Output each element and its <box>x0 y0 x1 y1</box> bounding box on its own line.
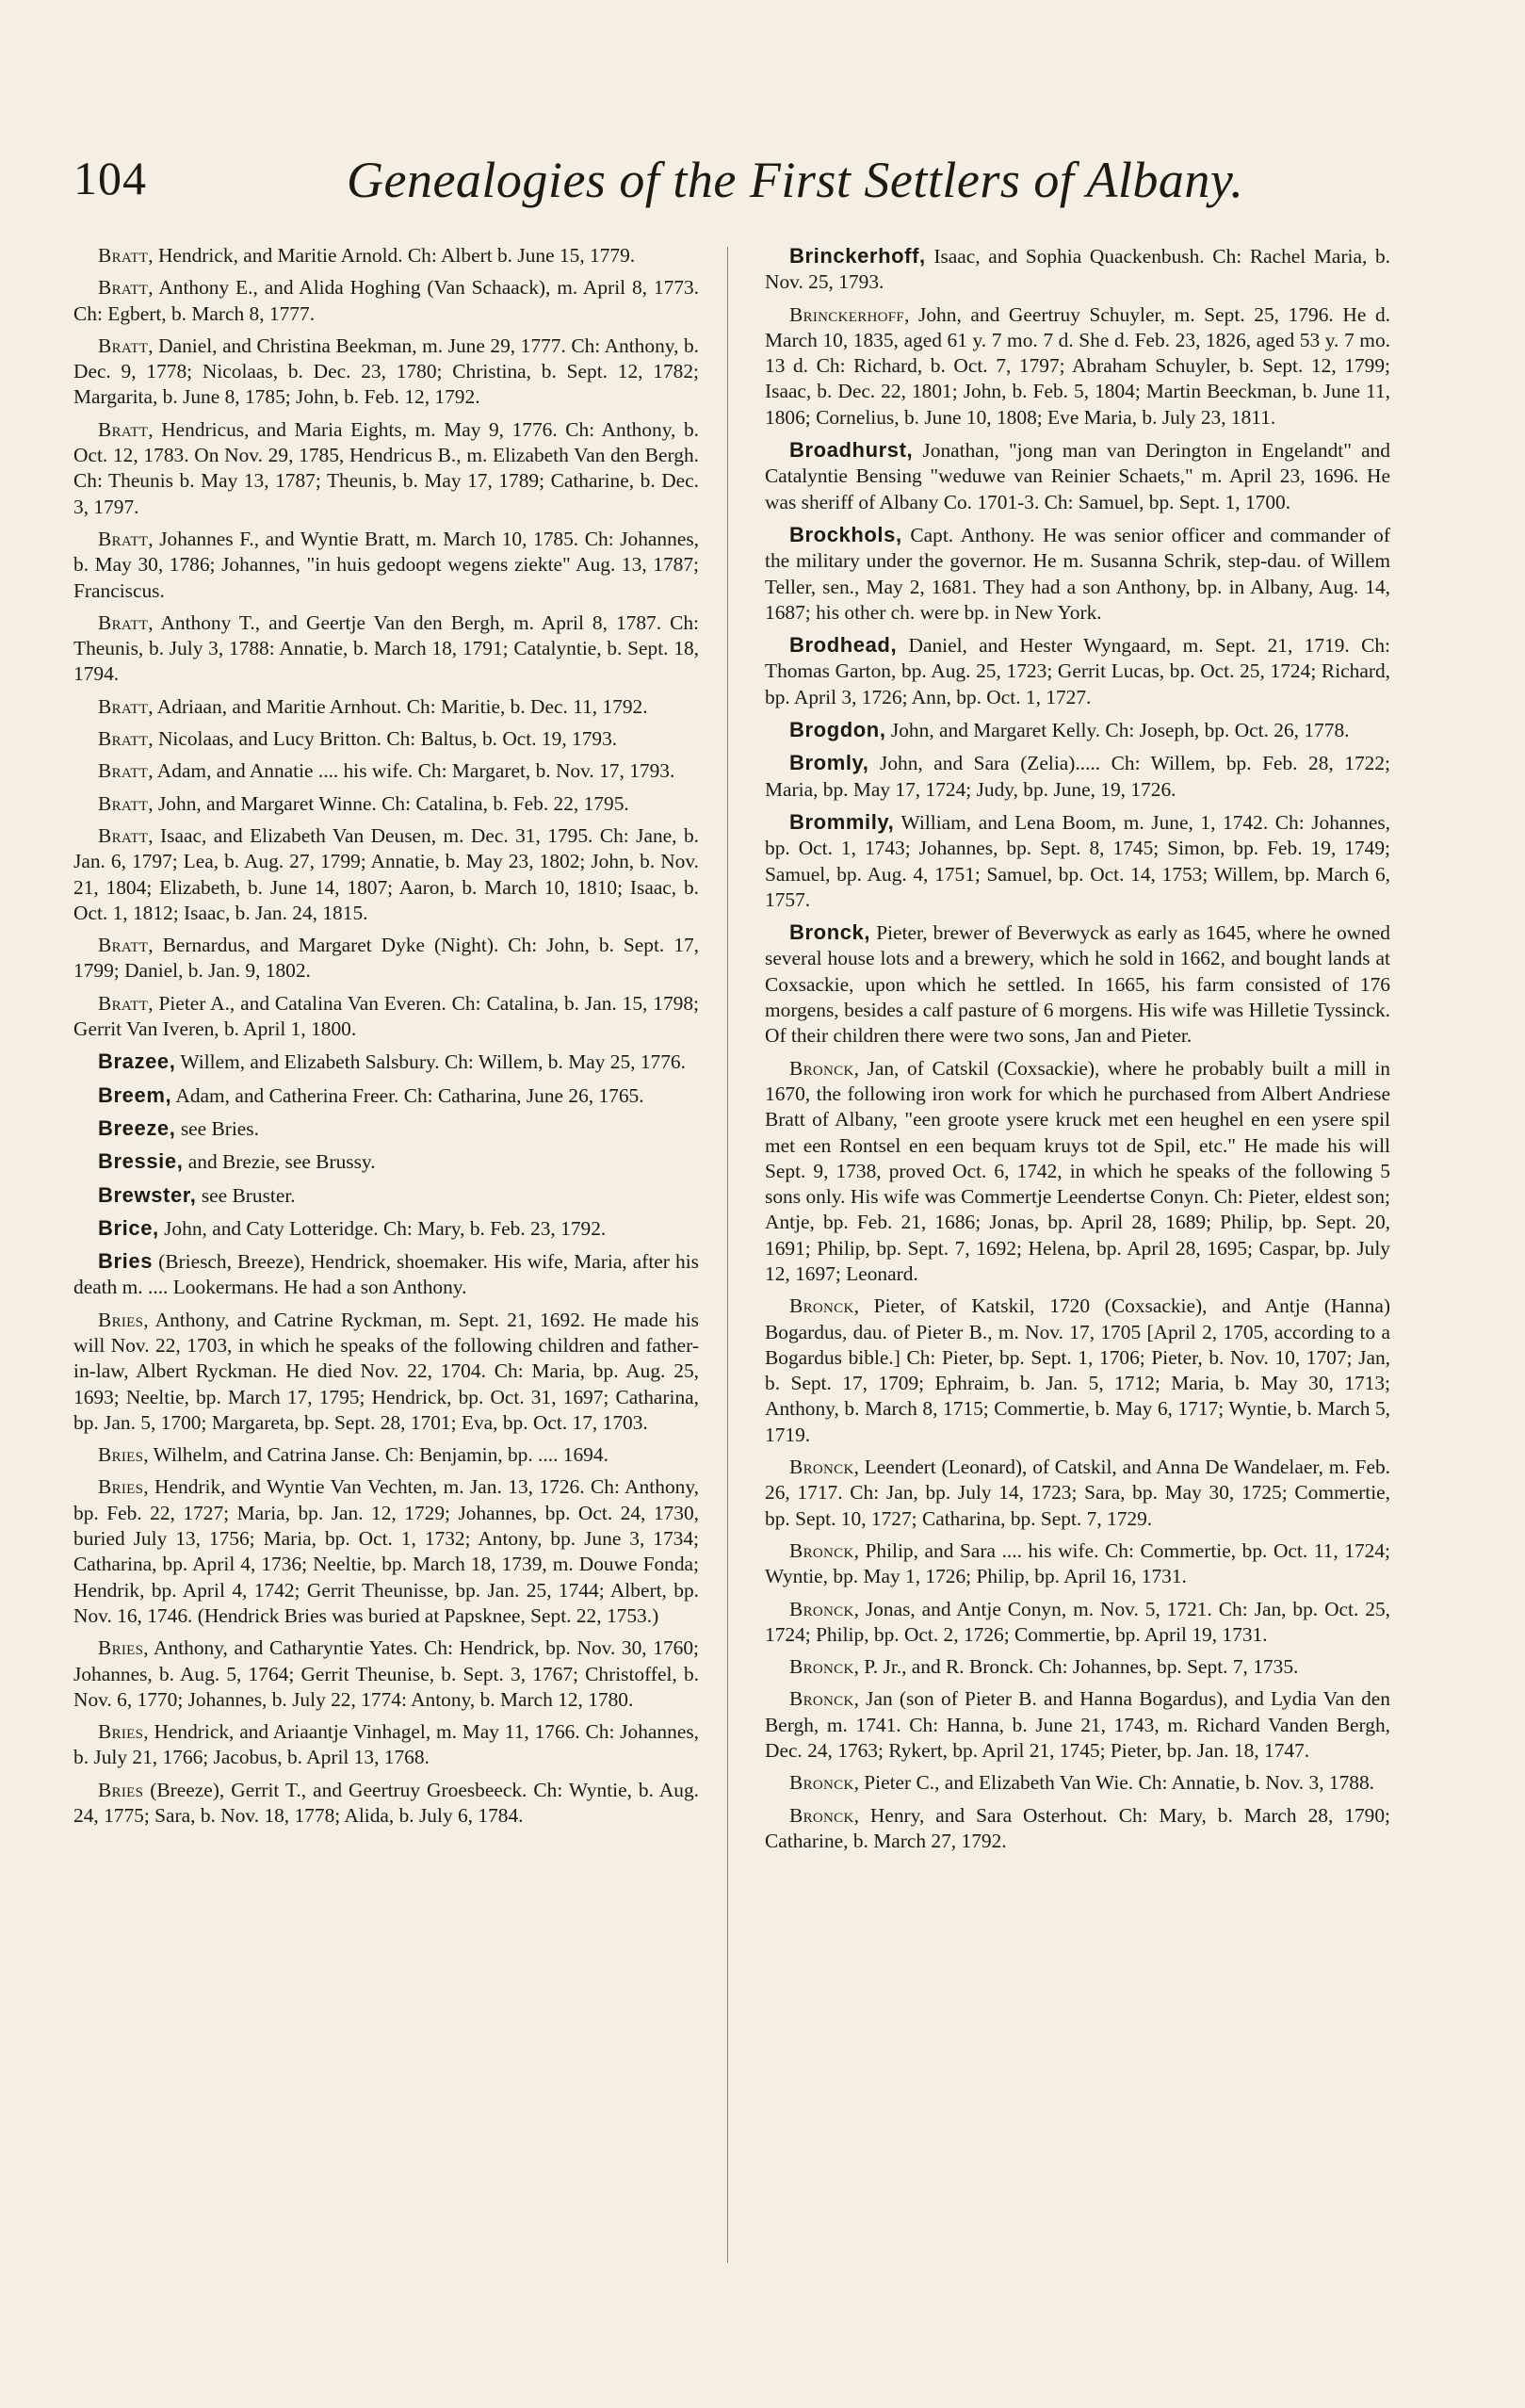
entry-surname: Bronck <box>789 1687 854 1711</box>
genealogy-entry <box>73 791 699 817</box>
entry-text: , Adriaan, and Maritie Arnhout. Ch: Maritie, b. Dec. 11, 1792. <box>148 694 648 718</box>
entry-text: , Hendrick, and Ariaantje Vinhagel, m. May 11, 1766. Ch: Johannes, b. July 21, 1766; Jacobus, b. April 13, 1768. <box>73 1720 699 1769</box>
entry-text: , P. Jr., and R. Bronck. Ch: Johannes, bp. Sept. 7, 1735. <box>853 1655 1299 1679</box>
entry-surname: Bronck, <box>789 920 871 945</box>
entry-surname: Bratt <box>98 727 149 751</box>
entry-text: , John, and Geertruy Schuyler, m. Sept. 25, 1796. He d. March 10, 1835, aged 61 y. 7 mo. 7 d. She d. Feb. 23, 1826, aged 53 y. 7 mo. 13 d. Ch: Richard, b. Oct. 7, 1797; Abraham Schuyler, b. Sept. 12, 1799; Isaac, b. Dec. 22, 1801; John, b. Feb. 5, 1804; Martin Beeckman, b. June 11, 1806; Cornelius, b. June 10, 1808; Eve Maria, b. July 23, 1811. <box>765 302 1390 429</box>
genealogy-entry <box>73 275 699 327</box>
entry-text: , Jonas, and Antje Conyn, m. Nov. 5, 1721. Ch: Jan, bp. Oct. 25, 1724; Philip, bp. Oct. 2, 1726; Commertie, bp. April 19, 1731. <box>765 1597 1390 1646</box>
entry-text: , John, and Margaret Winne. Ch: Catalina, b. Feb. 22, 1795. <box>148 791 629 815</box>
genealogy-entry <box>73 1308 699 1436</box>
genealogy-entry <box>765 1770 1390 1796</box>
entry-text: , Pieter C., and Elizabeth Van Wie. Ch: Annatie, b. Nov. 3, 1788. <box>853 1771 1375 1795</box>
entry-text: Daniel, and Hester Wyngaard, m. Sept. 21, 1719. Ch: Thomas Garton, bp. Aug. 25, 1723; Gerrit Lucas, bp. Oct. 25, 1724; Richard, bp. April 3, 1726; Ann, bp. Oct. 1, 1727. <box>765 634 1390 708</box>
genealogy-entry <box>765 1803 1390 1855</box>
entry-text: , Hendricus, and Maria Eights, m. May 9, 1776. Ch: Anthony, b. Oct. 12, 1783. On Nov. 29, 1785, Hendricus B., m. Elizabeth Van den Bergh. Ch: Theunis b. May 13, 1787; Theunis, b. May 17, 1789; Catharine, b. Dec. 3, 1797. <box>73 417 699 518</box>
entry-text: , Pieter, of Katskil, 1720 (Coxsackie), and Antje (Hanna) Bogardus, dau. of Pieter B., m. Nov. 17, 1705 [April 2, 1705, according to a Bogardus bible.] Ch: Pieter, bp. Sept. 1, 1706; Pieter, b. Nov. 10, 1707; Jan, b. Sept. 17, 1709; Ephraim, b. Jan. 5, 1712; Maria, b. May 30, 1713; Anthony, b. March 8, 1715; Commertie, b. May 6, 1717; Wyntie, b. March 5, 1719. <box>765 1294 1390 1446</box>
entry-text: see Bruster. <box>196 1183 296 1207</box>
entry-surname: Bries <box>98 1443 144 1467</box>
entry-surname: Bries <box>98 1308 144 1331</box>
entry-surname: Brommily, <box>789 809 895 834</box>
entry-surname: Bries <box>98 1636 144 1660</box>
entry-surname: Bries <box>98 1778 144 1801</box>
genealogy-entry <box>765 1293 1390 1448</box>
entry-text: , Hendrick, and Maritie Arnold. Ch: Albert b. June 15, 1779. <box>148 244 636 267</box>
entry-surname: Bratt <box>98 527 149 550</box>
right-column <box>765 243 1390 2278</box>
entry-text: , Jan (son of Pieter B. and Hanna Bogardus), and Lydia Van den Bergh, m. 1741. Ch: Hanna, b. June 21, 1743, m. Richard Vanden Bergh, Dec. 24, 1763; Rykert, bp. April 21, 1745; Pieter, bp. Jan. 18, 1747. <box>765 1687 1390 1763</box>
genealogy-entry <box>73 1082 699 1109</box>
entry-surname: Bries <box>98 1249 154 1274</box>
genealogy-entry <box>765 632 1390 710</box>
entry-surname: Brewster, <box>98 1182 197 1207</box>
genealogy-entry <box>765 1538 1390 1590</box>
genealogy-entry <box>765 809 1390 913</box>
entry-surname: Bries <box>98 1720 144 1744</box>
entry-text: , Philip, and Sara .... his wife. Ch: Commertie, bp. Oct. 11, 1724; Wyntie, bp. May 1, 1726; Philip, bp. April 16, 1731. <box>765 1538 1390 1588</box>
entry-text: , Adam, and Annatie .... his wife. Ch: Margaret, b. Nov. 17, 1793. <box>148 759 675 783</box>
entry-surname: Bronck <box>789 1803 854 1827</box>
entry-text: , Leendert (Leonard), of Catskil, and Anna De Wandelaer, m. Feb. 26, 1717. Ch: Jan, bp. July 14, 1723; Sara, bp. May 30, 1725; Commertie, bp. Sept. 10, 1727; Catharina, bp. Sept. 7, 1729. <box>765 1456 1390 1530</box>
entry-text: , Pieter A., and Catalina Van Everen. Ch: Catalina, b. Jan. 15, 1798; Gerrit Van Iveren, b. April 1, 1800. <box>73 991 699 1041</box>
genealogy-entry <box>73 1635 699 1713</box>
entry-surname: Breeze, <box>98 1115 176 1140</box>
entry-text: Jonathan, "jong man van Derington in Engelandt" and Catalyntie Bensing "weduwe van Reinier Schaets," m. April 23, 1696. He was sheriff of Albany Co. 1701-3. Ch: Samuel, bp. Sept. 1, 1700. <box>765 439 1390 513</box>
entry-surname: Bratt <box>98 991 149 1015</box>
entry-text: , Nicolaas, and Lucy Britton. Ch: Baltus, b. Oct. 19, 1793. <box>148 727 618 751</box>
entry-text: , Daniel, and Christina Beekman, m. June 29, 1777. Ch: Anthony, b. Dec. 9, 1778; Nicolaas, b. Dec. 23, 1780; Christina, b. Sept. 12, 1782; Margarita, b. June 8, 1785; John, b. Feb. 12, 1792. <box>73 334 699 409</box>
entry-text: John, and Caty Lotteridge. Ch: Mary, b. Feb. 23, 1792. <box>158 1216 607 1240</box>
genealogy-entry <box>73 1719 699 1771</box>
entry-text: William, and Lena Boom, m. June, 1, 1742. Ch: Johannes, bp. Oct. 1, 1743; Johannes, bp. Sept. 8, 1745; Simon, bp. Feb. 19, 1749; Samuel, bp. Aug. 4, 1751; Samuel, bp. Oct. 14, 1753; Willem, bp. March 6, 1757. <box>765 810 1390 911</box>
entry-surname: Brodhead, <box>789 633 898 658</box>
genealogy-entry <box>73 1115 699 1142</box>
entry-surname: Bratt <box>98 759 149 783</box>
genealogy-entry <box>765 1597 1390 1649</box>
genealogy-entry <box>73 334 699 411</box>
genealogy-entry <box>73 610 699 688</box>
entry-surname: Bratt <box>98 244 149 267</box>
genealogy-entry <box>73 527 699 604</box>
entry-surname: Bressie, <box>98 1149 184 1174</box>
entry-surname: Bratt <box>98 334 149 357</box>
entry-surname: Bratt <box>98 934 149 957</box>
genealogy-entry <box>73 1474 699 1629</box>
genealogy-entry <box>73 726 699 752</box>
entry-text: and Brezie, see Brussy. <box>183 1150 376 1174</box>
entry-text: John, and Margaret Kelly. Ch: Joseph, bp. Oct. 26, 1778. <box>885 719 1350 742</box>
genealogy-entry <box>765 919 1390 1049</box>
genealogy-entry <box>73 991 699 1043</box>
entry-text: (Briesch, Breeze), Hendrick, shoemaker. His wife, Maria, after his death m. .... Lookermans. He had a son Anthony. <box>73 1250 699 1299</box>
entry-surname: Brazee, <box>98 1049 176 1074</box>
entry-surname: Bratt <box>98 694 149 718</box>
entry-text: , Johannes F., and Wyntie Bratt, m. March 10, 1785. Ch: Johannes, b. May 30, 1786; Johannes, "in huis gedoopt wegens ziekte" Aug. 13, 1787; Franciscus. <box>73 527 699 602</box>
left-column <box>73 243 699 2278</box>
entry-surname: Bronck <box>789 1771 854 1795</box>
genealogy-entry <box>73 243 699 268</box>
genealogy-entry <box>73 1049 699 1075</box>
entry-surname: Bronck <box>789 1538 854 1562</box>
genealogy-entry <box>73 1778 699 1830</box>
entry-surname: Broadhurst, <box>789 438 914 463</box>
entry-text: (Breeze), Gerrit T., and Geertruy Groesbeeck. Ch: Wyntie, b. Aug. 24, 1775; Sara, b. Nov. 18, 1778; Alida, b. July 6, 1784. <box>73 1778 699 1828</box>
entry-text: , Isaac, and Elizabeth Van Deusen, m. Dec. 31, 1795. Ch: Jane, b. Jan. 6, 1797; Lea, b. Aug. 27, 1799; Annatie, b. May 23, 1802; John, b. Nov. 21, 1804; Elizabeth, b. June 14, 1807; Aaron, b. March 10, 1810; Isaac, b. Oct. 1, 1812; Isaac, b. Jan. 24, 1815. <box>73 823 699 924</box>
entry-surname: Brogdon, <box>789 718 886 742</box>
entry-text: John, and Sara (Zelia)..... Ch: Willem, bp. Feb. 28, 1722; Maria, bp. May 17, 1724; Judy, bp. June, 19, 1726. <box>765 752 1390 801</box>
entry-surname: Bronck <box>789 1056 854 1080</box>
entry-surname: Breem, <box>98 1082 172 1107</box>
genealogy-entry <box>73 1442 699 1468</box>
entry-surname: Bronck <box>789 1597 854 1620</box>
entry-surname: Brinckerhoff, <box>789 244 926 268</box>
page-header <box>73 151 1355 226</box>
entry-surname: Bratt <box>98 610 149 634</box>
genealogy-entry <box>765 1654 1390 1680</box>
entry-text: , Anthony T., and Geertje Van den Bergh, m. April 8, 1787. Ch: Theunis, b. July 3, 1788: Annatie, b. March 18, 1791; Catalyntie, b. Sept. 18, 1794. <box>73 610 699 686</box>
entry-text: , Anthony, and Catrine Ryckman, m. Sept. 21, 1692. He made his will Nov. 22, 1703, in which he speaks of the following children and father-in-law, Albert Ryckman. He died Nov. 22, 1704. Ch: Maria, bp. Aug. 25, 1693; Neeltie, bp. March 17, 1795; Hendrick, bp. Oct. 31, 1697; Catharina, bp. Jan. 5, 1700; Margareta, bp. Sept. 28, 1701; Eva, bp. Oct. 17, 1703. <box>73 1308 699 1434</box>
page-number: 104 <box>73 152 147 204</box>
entry-surname: Bries <box>98 1475 144 1499</box>
entry-surname: Bromly, <box>789 751 869 775</box>
genealogy-entry <box>765 1686 1390 1764</box>
genealogy-entry <box>765 522 1390 626</box>
entry-surname: Bratt <box>98 417 149 441</box>
entry-text: , Wilhelm, and Catrina Janse. Ch: Benjamin, bp. .... 1694. <box>143 1443 608 1467</box>
genealogy-entry <box>73 1148 699 1175</box>
genealogy-entry <box>73 933 699 984</box>
genealogy-entry <box>765 437 1390 515</box>
genealogy-entry <box>73 758 699 784</box>
genealogy-entry <box>73 417 699 520</box>
entry-surname: Bronck <box>789 1655 854 1679</box>
genealogy-entry <box>765 717 1390 743</box>
entry-surname: Bratt <box>98 276 149 300</box>
genealogy-entry <box>765 750 1390 803</box>
genealogy-entry <box>765 1455 1390 1532</box>
entry-surname: Bronck <box>789 1456 854 1479</box>
entry-text: Isaac, and Sophia Quackenbush. Ch: Rachel Maria, b. Nov. 25, 1793. <box>765 245 1390 294</box>
entry-text: , Hendrik, and Wyntie Van Vechten, m. Jan. 13, 1726. Ch: Anthony, bp. Feb. 22, 1727; Maria, bp. Jan. 12, 1729; Johannes, bp. Oct. 24, 1730, buried July 13, 1756; Maria, bp. Oct. 1, 1732; Antony, bp. June 3, 1734; Catharina, bp. April 4, 1736; Neeltie, bp. March 18, 1739, m. Douwe Fonda; Hendrik, bp. April 4, 1742; Gerrit Theunisse, bp. Jan. 25, 1744; Albert, bp. Nov. 16, 1746. (Hendrick Bries was buried at Papsknee, Sept. 22, 1753.) <box>73 1475 699 1627</box>
entry-surname: Brockhols, <box>789 522 902 546</box>
genealogy-entry <box>73 823 699 926</box>
genealogy-entry <box>73 694 699 720</box>
entry-text: Willem, and Elizabeth Salsbury. Ch: Willem, b. May 25, 1776. <box>175 1050 686 1074</box>
entry-text: see Bries. <box>175 1116 259 1140</box>
genealogy-entry <box>73 1182 699 1209</box>
entry-text: , Anthony, and Catharyntie Yates. Ch: Hendrick, bp. Nov. 30, 1760; Johannes, b. Aug. 5, 1764; Gerrit Theunise, b. Sept. 3, 1767; Christoffel, b. Nov. 6, 1770; Johannes, b. July 22, 1774: Antony, b. March 12, 1780. <box>73 1636 699 1711</box>
entry-text: , Jan, of Catskil (Coxsackie), where he probably built a mill in 1670, the following iron work for which he purchased from Albert Andriese Bratt of Albany, "een groote ysere kruck met een heughel en een ysere spil met een Rontsel en een bequam kruys tot de Spil, etc." He made his will Sept. 9, 1738, proved Oct. 6, 1742, in which he speaks of the following 5 sons only. His wife was Commertje Leendertse Conyn. Ch: Pieter, eldest son; Antje, bp. Feb. 21, 1686; Jonas, bp. April 28, 1689; Philip, bp. Sept. 20, 1691; Philip, bp. Sept. 7, 1692; Helena, bp. April 28, 1695; Caspar, bp. July 12, 1697; Leonard. <box>765 1056 1390 1285</box>
genealogy-entry <box>73 1248 699 1301</box>
entry-text: , Henry, and Sara Osterhout. Ch: Mary, b. March 28, 1790; Catharine, b. March 27, 1792. <box>765 1803 1390 1852</box>
entry-text: , Bernardus, and Margaret Dyke (Night). Ch: John, b. Sept. 17, 1799; Daniel, b. Jan. 9, 1802. <box>73 934 699 983</box>
entry-surname: Bratt <box>98 823 149 847</box>
entry-surname: Bronck <box>789 1294 854 1318</box>
entry-surname: Brice, <box>98 1215 159 1240</box>
entry-text: Pieter, brewer of Beverwyck as early as 1645, where he owned several house lots and a brewery, which he sold in 1662, and bought lands at Coxsackie, upon which he settled. In 1665, his farm consisted of 176 morgens, besides a calf pasture of 6 morgens. His wife was Hilletie Tyssinck. Of their children there were two sons, Jan and Pieter. <box>765 921 1390 1048</box>
entry-surname: Brinckerhoff <box>789 302 905 326</box>
genealogy-entry <box>765 302 1390 431</box>
genealogy-entry <box>765 243 1390 296</box>
column-divider <box>727 247 728 2263</box>
running-title: Genealogies of the First Settlers of Albany. <box>347 152 1244 208</box>
entry-text: Capt. Anthony. He was senior officer and commander of the military under the governor. He m. Susanna Schrik, step-dau. of Willem Teller, sen., May 2, 1681. They had a son Anthony, bp. in Albany, Aug. 14, 1687; his other ch. were bp. in New York. <box>765 523 1390 624</box>
genealogy-entry <box>73 1215 699 1242</box>
genealogy-entry <box>765 1056 1390 1288</box>
entry-text: , Anthony E., and Alida Hoghing (Van Schaack), m. April 8, 1773. Ch: Egbert, b. March 8, 1777. <box>73 276 699 325</box>
entry-surname: Bratt <box>98 791 149 815</box>
entry-text: Adam, and Catherina Freer. Ch: Catharina, June 26, 1765. <box>171 1083 644 1107</box>
